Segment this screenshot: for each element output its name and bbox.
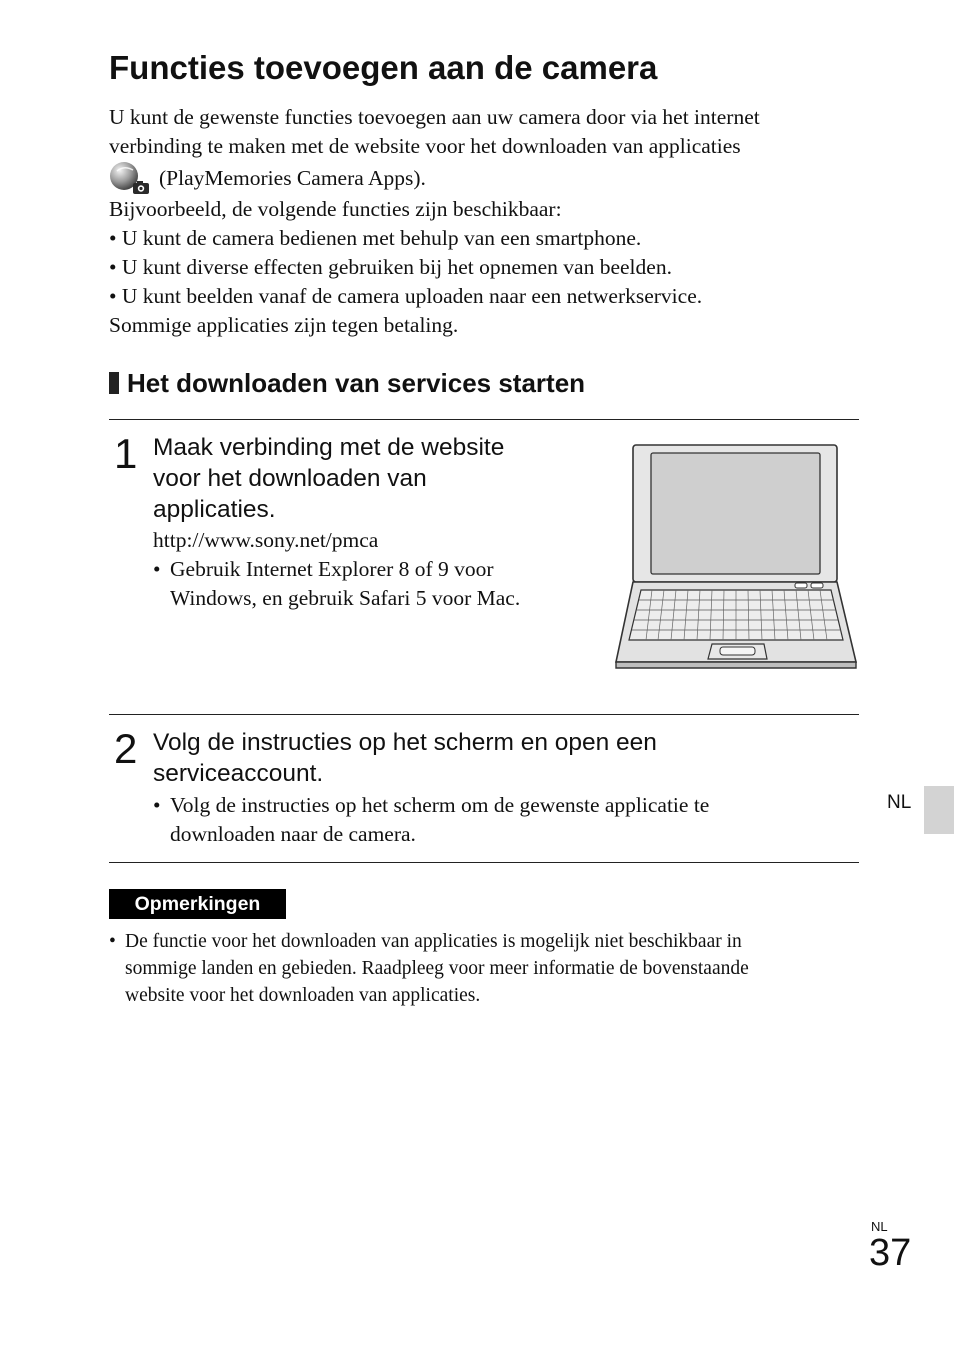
step-2 xyxy=(153,727,833,789)
section-heading xyxy=(109,367,585,399)
step-bullet-line: Volg de instructies op het scherm om de gewenste applicatie te xyxy=(170,793,710,817)
intro-line: Sommige applicaties zijn tegen betaling. xyxy=(109,313,459,337)
intro-bullet: • U kunt diverse effecten gebruiken bij het opnemen van beelden. xyxy=(109,255,672,279)
intro-text xyxy=(109,103,869,340)
language-tab-label: NL xyxy=(887,792,912,813)
intro-line xyxy=(109,161,869,195)
step-heading-line: serviceaccount. xyxy=(153,760,324,787)
laptop-illustration xyxy=(612,440,860,672)
website-url[interactable]: http://www.sony.net/pmca xyxy=(153,528,379,552)
notes-line: De functie voor het downloaden van applicaties is mogelijk niet beschikbaar in xyxy=(125,931,742,952)
notes-label: Opmerkingen xyxy=(109,889,286,919)
step-heading-line: applicaties. xyxy=(153,496,276,523)
notes-body xyxy=(109,928,854,1009)
footer-language: NL xyxy=(871,1219,888,1234)
step-heading-line: Maak verbinding met de website xyxy=(153,434,505,461)
step-heading-line: Volg de instructies op het scherm en open een xyxy=(153,729,657,756)
section-marker-icon xyxy=(109,372,119,394)
notes-line: sommige landen en gebieden. Raadpleeg voor meer informatie de bovenstaande xyxy=(125,958,749,979)
section-heading-text: Het downloaden van services starten xyxy=(127,368,586,398)
intro-line: Bijvoorbeeld, de volgende functies zijn beschikbaar: xyxy=(109,197,562,221)
step-bullet-text xyxy=(170,791,709,849)
language-tab xyxy=(924,786,954,834)
playmemories-camera-apps-icon xyxy=(109,161,151,195)
divider xyxy=(109,862,859,863)
step-bullet-text xyxy=(170,555,520,613)
step-bullet: • xyxy=(153,557,161,581)
intro-line: verbinding te maken met de website voor het downloaden van applicaties xyxy=(109,134,741,158)
step-bullet: • xyxy=(153,793,161,817)
intro-line-text: (PlayMemories Camera Apps). xyxy=(159,166,426,190)
step-heading-line: voor het downloaden van xyxy=(153,465,427,492)
intro-bullet: • U kunt de camera bedienen met behulp van een smartphone. xyxy=(109,226,642,250)
intro-line: U kunt de gewenste functies toevoegen aan uw camera door via het internet xyxy=(109,105,760,129)
intro-bullet: • U kunt beelden vanaf de camera uploaden naar een netwerkservice. xyxy=(109,284,703,308)
page-number: 37 xyxy=(869,1232,912,1274)
step-number: 1 xyxy=(114,430,138,477)
step-number: 2 xyxy=(114,725,138,772)
step-bullet-line: Windows, en gebruik Safari 5 voor Mac. xyxy=(170,586,521,610)
notes-bullet: • xyxy=(109,931,116,952)
divider xyxy=(109,714,859,715)
page-title: Functies toevoegen aan de camera xyxy=(109,49,658,86)
divider xyxy=(109,419,859,420)
step-bullet-line: Gebruik Internet Explorer 8 of 9 voor xyxy=(170,557,494,581)
step-bullet-line: downloaden naar de camera. xyxy=(170,822,416,846)
notes-line: website voor het downloaden van applicaties. xyxy=(125,985,481,1006)
step-1 xyxy=(153,432,593,525)
